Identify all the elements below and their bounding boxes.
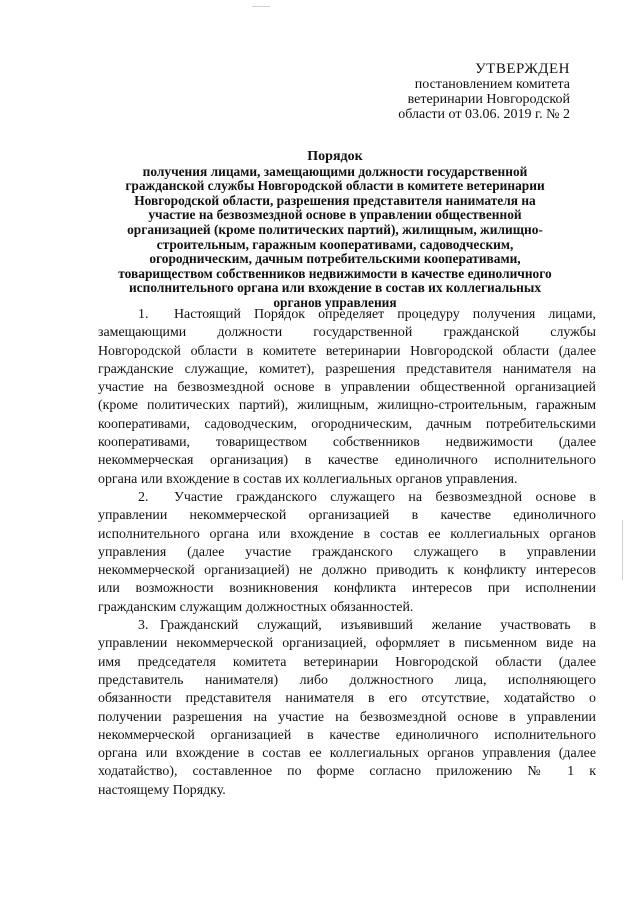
paragraph-line: гражданские служащие, комитет), разрешения представителя нанимателя на <box>98 361 596 377</box>
paragraph-line: замещающими должности государственной гражданской службы <box>98 325 596 341</box>
paragraph-line <box>98 306 596 324</box>
paragraph-text: Участие гражданского служащего на безвозмездной основе в <box>174 489 596 505</box>
paragraph-number: 3. <box>138 618 149 634</box>
paragraph-line: управлении некоммерческой организацией, оформляет в письменном виде на <box>98 636 596 652</box>
document-body <box>98 306 596 800</box>
title-line: Новгородской области, разрешения представителя нанимателя на <box>134 192 536 208</box>
paragraph-line: исполнительного органа или вхождение в состав ее коллегиальных органов <box>98 526 596 542</box>
title-line: органов управления <box>273 294 397 310</box>
paragraph-2 <box>98 489 596 617</box>
document-title: Порядок <box>307 149 363 164</box>
paragraph-line: участие на безвозмездной основе в управлении общественной организацией <box>98 380 596 396</box>
title-line: получения лицами, замещающими должности государственной <box>142 163 528 179</box>
approval-line: постановлением комитета <box>414 77 570 92</box>
paragraph-line: некоммерческая организация) в качестве единоличного исполнительного <box>98 453 596 469</box>
paragraph-line: кооперативами, товариществом собственников недвижимости (далее <box>98 435 596 451</box>
document-title-block <box>95 150 575 311</box>
title-line: гражданской службы Новгородской области в комитете ветеринарии <box>125 178 545 194</box>
paragraph-line: имя председателя комитета ветеринарии Новгородской области (далее <box>98 654 596 670</box>
paragraph-1 <box>98 306 596 489</box>
paragraph-line: управлении некоммерческой организацией в качестве единоличного <box>98 508 596 524</box>
paragraph-line: некоммерческой организацией) не должно приводить к конфликту интересов <box>98 563 596 579</box>
paragraph-line: получении разрешения на участие на безвозмездной основе в управлении <box>98 709 596 725</box>
paragraph-number: 1. <box>138 307 149 322</box>
scan-mark-right <box>622 520 623 580</box>
paragraph-text: Гражданский служащий, изъявивший желание участвовать в <box>160 618 596 634</box>
title-line: строительным, гаражным кооперативами, садоводческим, <box>156 236 514 252</box>
paragraph-line: кооперативами, садоводческим, огородническим, дачным потребительскими <box>98 416 596 432</box>
paragraph-line: управления (далее участие гражданского служащего в управлении <box>98 544 596 560</box>
paragraph-line: органа или вхождение в состав их коллегиальных органов управления. <box>98 471 518 487</box>
paragraph-line: Новгородской области в комитете ветеринарии Новгородской области (далее <box>98 343 596 359</box>
paragraph-line: представитель нанимателя) либо должностного лица, исполняющего <box>98 672 596 688</box>
approval-line: ветеринарии Новгородской <box>407 92 570 107</box>
title-line: участие на безвозмездной основе в управлении общественной <box>148 207 522 223</box>
paragraph-3 <box>98 617 596 800</box>
approval-line: области от 03.06. 2019 г. № 2 <box>398 107 570 122</box>
title-line: товариществом собственников недвижимости в качестве единоличного <box>118 265 552 281</box>
paragraph-number: 2. <box>138 489 149 505</box>
paragraph-line: обязанности представителя нанимателя в его отсутствие, ходатайство о <box>98 691 596 707</box>
paragraph-line: некоммерческой организацией в качестве единоличного исполнительного <box>98 727 596 743</box>
paragraph-line <box>98 489 596 507</box>
paragraph-line: ходатайство), составленное по форме согласно приложению № 1 к <box>98 764 596 780</box>
paragraph-line: гражданским служащим должностных обязанностей. <box>98 599 414 615</box>
paragraph-line: настоящему Порядку. <box>98 782 226 798</box>
paragraph-line: органа или вхождение в состав ее коллегиальных органов управления (далее <box>98 746 596 762</box>
title-line: огородническим, дачным потребительскими кооперативами, <box>149 251 521 267</box>
scan-mark-top <box>252 6 270 7</box>
title-line: исполнительного органа или вхождение в состав их коллегиальных <box>128 280 542 296</box>
paragraph-line <box>98 617 596 635</box>
approval-stamp-block <box>350 62 570 122</box>
paragraph-line: (кроме политических партий), жилищным, жилищно-строительным, гаражным <box>98 398 596 414</box>
title-line: организацией (кроме политических партий), жилищным, жилищно- <box>127 221 543 237</box>
paragraph-line: или возможности возникновения конфликта интересов при исполнении <box>98 581 596 597</box>
paragraph-text: Настоящий Порядок определяет процедуру получения лицами, <box>174 307 596 322</box>
approval-heading: УТВЕРЖДЕН <box>475 61 570 77</box>
